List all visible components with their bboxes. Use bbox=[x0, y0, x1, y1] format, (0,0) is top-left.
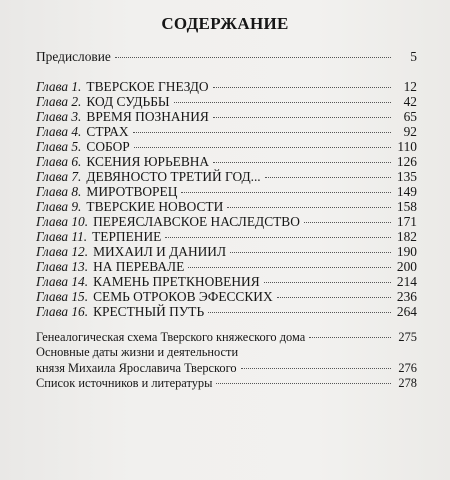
toc-row-chapter bbox=[36, 124, 417, 140]
chapter-title: КСЕНИЯ ЮРЬЕВНА bbox=[86, 154, 210, 169]
toc-row-chapter bbox=[36, 229, 417, 245]
leader-dots bbox=[241, 367, 391, 369]
chapter-label: Глава 8. bbox=[36, 184, 82, 199]
toc-page-number: 110 bbox=[397, 139, 417, 154]
chapter-title: КАМЕНЬ ПРЕТКНОВЕНИЯ bbox=[93, 274, 260, 289]
toc-page-number: 126 bbox=[396, 154, 417, 169]
toc-row-chapter bbox=[36, 274, 417, 290]
toc-page-number: 158 bbox=[396, 199, 417, 214]
chapter-title: ТВЕРСКОЕ ГНЕЗДО bbox=[86, 79, 209, 94]
toc-page-number: 275 bbox=[398, 330, 417, 344]
toc-page-number: 214 bbox=[396, 274, 417, 289]
toc-row-chapter bbox=[36, 109, 417, 125]
leader-dots bbox=[165, 236, 391, 238]
chapter-title: МИРОТВОРЕЦ bbox=[86, 184, 178, 199]
chapter-label: Глава 1. bbox=[36, 79, 82, 94]
toc-row-chapter bbox=[36, 139, 417, 155]
toc-row-preface bbox=[36, 49, 417, 65]
toc-row-chapter bbox=[36, 199, 417, 215]
toc-page-number: 190 bbox=[396, 244, 417, 259]
toc-row-chapter bbox=[36, 289, 417, 305]
chapter-label: Глава 15. bbox=[36, 289, 89, 304]
toc-row-chapter bbox=[36, 169, 417, 185]
leader-dots bbox=[133, 131, 391, 133]
leader-dots bbox=[230, 251, 391, 253]
toc-row-chapter bbox=[36, 244, 417, 260]
toc-page-number: 171 bbox=[396, 214, 417, 229]
toc-row-chapter bbox=[36, 214, 417, 230]
page-title: СОДЕРЖАНИЕ bbox=[161, 14, 289, 33]
chapter-title: ПЕРЕЯСЛАВСКОЕ НАСЛЕДСТВО bbox=[93, 214, 300, 229]
chapter-title: ВРЕМЯ ПОЗНАНИЯ bbox=[86, 109, 209, 124]
leader-dots bbox=[115, 56, 391, 58]
toc-entry-text: Предисловие bbox=[36, 49, 111, 64]
toc-row-chapter bbox=[36, 154, 417, 170]
toc-row-chapter bbox=[36, 259, 417, 275]
chapter-title: СТРАХ bbox=[86, 124, 129, 139]
toc-entry-text: Список источников и литературы bbox=[36, 376, 213, 390]
toc-row-sources bbox=[36, 375, 417, 391]
toc-row-chapter bbox=[36, 184, 417, 200]
toc-row-chapter bbox=[36, 79, 417, 95]
leader-dots bbox=[227, 206, 391, 208]
chapter-title: КРЕСТНЫЙ ПУТЬ bbox=[93, 304, 205, 319]
chapter-title: НА ПЕРЕВАЛЕ bbox=[93, 259, 185, 274]
toc-page-number: 135 bbox=[396, 169, 417, 184]
toc-page-number: 236 bbox=[396, 289, 417, 304]
leader-dots bbox=[265, 176, 391, 178]
chapter-title: ТЕРПЕНИЕ bbox=[92, 229, 162, 244]
chapter-label: Глава 4. bbox=[36, 124, 82, 139]
leader-dots bbox=[304, 221, 391, 223]
toc-row-dates bbox=[36, 360, 417, 376]
chapter-label: Глава 16. bbox=[36, 304, 89, 319]
chapter-title: ДЕВЯНОСТО ТРЕТИЙ ГОД... bbox=[86, 169, 261, 184]
leader-dots bbox=[309, 336, 391, 338]
leader-dots bbox=[213, 86, 392, 88]
toc-entry-text: князя Михаила Ярославича Тверского bbox=[36, 361, 237, 375]
toc-row-genealogy bbox=[36, 329, 417, 345]
chapter-title: СОБОР bbox=[86, 139, 130, 154]
chapter-label: Глава 14. bbox=[36, 274, 89, 289]
chapter-label: Глава 7. bbox=[36, 169, 82, 184]
chapter-label: Глава 2. bbox=[36, 94, 82, 109]
toc-page-number: 12 bbox=[403, 79, 417, 94]
toc-entry-text: Генеалогическая схема Тверского княжеского дома bbox=[36, 330, 306, 344]
toc-page-number: 5 bbox=[410, 49, 417, 64]
leader-dots bbox=[181, 191, 391, 193]
chapter-label: Глава 13. bbox=[36, 259, 89, 274]
toc-page-number: 278 bbox=[398, 376, 417, 390]
chapter-label: Глава 10. bbox=[36, 214, 89, 229]
toc-row-chapter bbox=[36, 94, 417, 110]
chapter-title: МИХАИЛ И ДАНИИЛ bbox=[93, 244, 227, 259]
toc-page-number: 182 bbox=[396, 229, 417, 244]
chapter-title: ТВЕРСКИЕ НОВОСТИ bbox=[86, 199, 224, 214]
chapter-title: КОД СУДЬБЫ bbox=[86, 94, 170, 109]
toc-page-number: 42 bbox=[403, 94, 417, 109]
leader-dots bbox=[213, 161, 391, 163]
chapter-label: Глава 9. bbox=[36, 199, 82, 214]
chapter-label: Глава 11. bbox=[36, 229, 88, 244]
leader-dots bbox=[174, 101, 391, 103]
toc-page-number: 276 bbox=[398, 361, 417, 375]
chapter-label: Глава 5. bbox=[36, 139, 82, 154]
toc-page-number: 200 bbox=[396, 259, 417, 274]
leader-dots bbox=[277, 296, 391, 298]
toc-page-number: 65 bbox=[403, 109, 417, 124]
chapter-title: СЕМЬ ОТРОКОВ ЭФЕССКИХ bbox=[93, 289, 273, 304]
chapter-label: Глава 6. bbox=[36, 154, 82, 169]
toc-page-number: 264 bbox=[396, 304, 417, 319]
leader-dots bbox=[264, 281, 391, 283]
toc-page-number: 92 bbox=[403, 124, 417, 139]
chapter-label: Глава 3. bbox=[36, 109, 82, 124]
leader-dots bbox=[134, 146, 391, 148]
leader-dots bbox=[208, 311, 391, 313]
chapter-label: Глава 12. bbox=[36, 244, 89, 259]
toc-entry-dates-line1: Основные даты жизни и деятельности bbox=[36, 345, 239, 359]
leader-dots bbox=[188, 266, 391, 268]
toc-page-number: 149 bbox=[396, 184, 417, 199]
leader-dots bbox=[216, 382, 391, 384]
leader-dots bbox=[213, 116, 391, 118]
toc-row-chapter bbox=[36, 304, 417, 320]
